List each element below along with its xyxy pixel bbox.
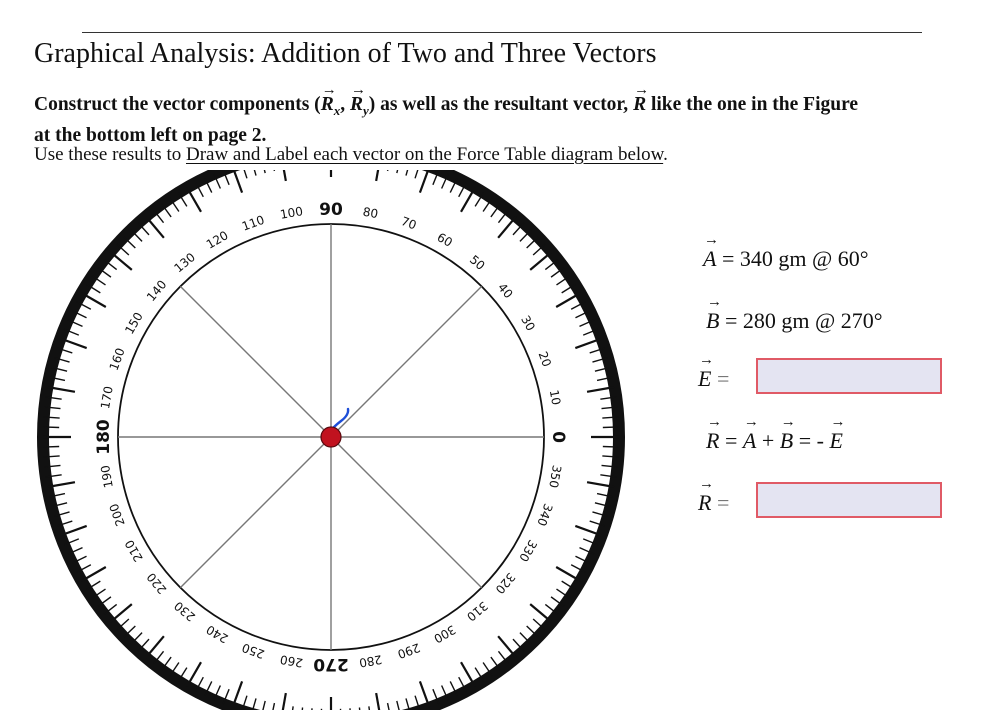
tick-282	[388, 703, 391, 710]
angle-label-320: 320	[492, 569, 518, 597]
vector-r-answer-box[interactable]	[756, 482, 942, 518]
sum-r-symbol: → R	[706, 428, 719, 454]
vector-r-equation	[698, 490, 729, 516]
vector-e-symbol: → E	[698, 366, 711, 392]
tick-108	[242, 170, 247, 178]
use-results-line	[34, 144, 668, 166]
tick-210	[82, 567, 106, 581]
angle-label-240: 240	[203, 622, 231, 646]
force-table-diagram[interactable]	[0, 170, 640, 710]
angle-label-0: 0	[548, 431, 568, 443]
use-prefix: Use these results to	[34, 144, 186, 165]
angle-label-260: 260	[279, 652, 304, 670]
angle-label-140: 140	[144, 277, 170, 305]
vector-e-input[interactable]	[758, 360, 940, 392]
rx-symbol: → $R_x$	[321, 92, 341, 123]
center-ring-dot	[321, 427, 341, 447]
angle-label-330: 330	[516, 537, 540, 565]
angle-label-280: 280	[358, 652, 383, 670]
vector-a-equation	[703, 246, 869, 272]
vector-r-equals: =	[716, 490, 730, 515]
angle-label-230: 230	[171, 598, 199, 624]
sum-equals: =	[724, 428, 738, 453]
vector-e-answer-box[interactable]	[756, 358, 942, 394]
instructions-text-3: like the one in the Figure at the bottom left on page 2.	[34, 94, 859, 146]
tick-74	[406, 170, 410, 176]
angle-label-70: 70	[399, 214, 419, 233]
angle-label-340: 340	[534, 501, 556, 528]
tick-78	[388, 170, 391, 171]
angle-label-90: 90	[319, 200, 343, 220]
angle-label-100: 100	[279, 204, 304, 222]
r-symbol: → R	[633, 92, 646, 117]
tick-110	[232, 170, 242, 193]
vector-r-input[interactable]	[758, 484, 940, 516]
vector-b-symbol: → B	[706, 308, 719, 334]
tick-262	[291, 706, 293, 710]
angle-label-50: 50	[466, 252, 488, 273]
tick-280	[376, 693, 381, 710]
tick-72	[415, 170, 420, 178]
angle-label-160: 160	[106, 346, 128, 373]
angle-label-220: 220	[144, 569, 170, 597]
angle-label-210: 210	[122, 537, 146, 565]
page-title: Graphical Analysis: Addition of Two and Three Vectors	[34, 38, 657, 69]
tick-358	[603, 446, 619, 447]
tick-80	[376, 170, 381, 181]
angle-label-110: 110	[240, 212, 267, 234]
sum-equals-minus: = -	[798, 428, 824, 453]
resultant-sum-equation	[706, 428, 843, 454]
angle-label-30: 30	[518, 313, 538, 334]
angle-label-270: 270	[313, 654, 349, 674]
vector-e-equation	[698, 366, 729, 392]
tick-300	[461, 662, 475, 686]
angle-label-170: 170	[98, 385, 116, 410]
sum-e-symbol: → E	[829, 428, 842, 454]
angle-label-190: 190	[98, 464, 116, 489]
tick-260	[281, 693, 286, 710]
angle-label-80: 80	[361, 204, 380, 222]
ry-symbol: → $R_y$	[350, 92, 369, 123]
tick-256	[261, 701, 265, 710]
angle-label-350: 350	[546, 464, 564, 489]
tick-182	[43, 446, 59, 447]
angle-label-200: 200	[106, 501, 128, 528]
vector-a-symbol: → A	[703, 246, 716, 272]
angle-label-150: 150	[122, 309, 146, 337]
vector-r-symbol: → R	[698, 490, 711, 516]
angle-label-40: 40	[495, 280, 516, 302]
use-suffix: .	[663, 144, 668, 165]
angle-label-10: 10	[546, 388, 564, 407]
angle-label-60: 60	[434, 230, 455, 250]
tick-258	[271, 703, 274, 710]
angle-label-180: 180	[94, 419, 114, 455]
sum-plus: +	[761, 428, 775, 453]
vector-b-equation	[706, 308, 883, 334]
angle-label-20: 20	[535, 349, 554, 369]
draw-label-link: Draw and Label each vector on the Force Table diagram below	[185, 144, 664, 165]
vector-a-value: = 340 gm @ 60°	[721, 246, 869, 271]
tick-178	[43, 427, 59, 428]
tick-30	[556, 293, 580, 307]
tick-284	[397, 701, 401, 710]
tick-150	[82, 293, 106, 307]
angle-label-290: 290	[395, 640, 422, 662]
tick-76	[397, 170, 401, 173]
tick-104	[261, 170, 265, 173]
tick-100	[281, 170, 286, 181]
tick-278	[369, 706, 371, 710]
angle-label-120: 120	[203, 228, 231, 252]
angle-label-310: 310	[463, 598, 491, 624]
angle-label-250: 250	[240, 640, 267, 662]
top-rule	[82, 32, 922, 33]
instructions-text-1: Construct the vector components (	[34, 94, 321, 115]
tick-120	[187, 188, 201, 212]
vector-e-equals: =	[716, 366, 730, 391]
tick-2	[603, 427, 619, 428]
sum-b-symbol: → B	[780, 428, 793, 454]
instructions-text-2: ) as well as the resultant vector,	[368, 94, 634, 115]
sum-a-symbol: → A	[743, 428, 756, 454]
angle-label-300: 300	[431, 622, 459, 646]
tick-70	[420, 170, 430, 193]
tick-60	[461, 188, 475, 212]
instructions	[34, 92, 874, 148]
vector-b-value: = 280 gm @ 270°	[724, 308, 883, 333]
tick-240	[187, 662, 201, 686]
tick-106	[252, 170, 256, 176]
instructions-comma: ,	[340, 94, 350, 115]
angle-label-130: 130	[171, 250, 199, 276]
tick-330	[556, 567, 580, 581]
tick-102	[271, 170, 274, 171]
